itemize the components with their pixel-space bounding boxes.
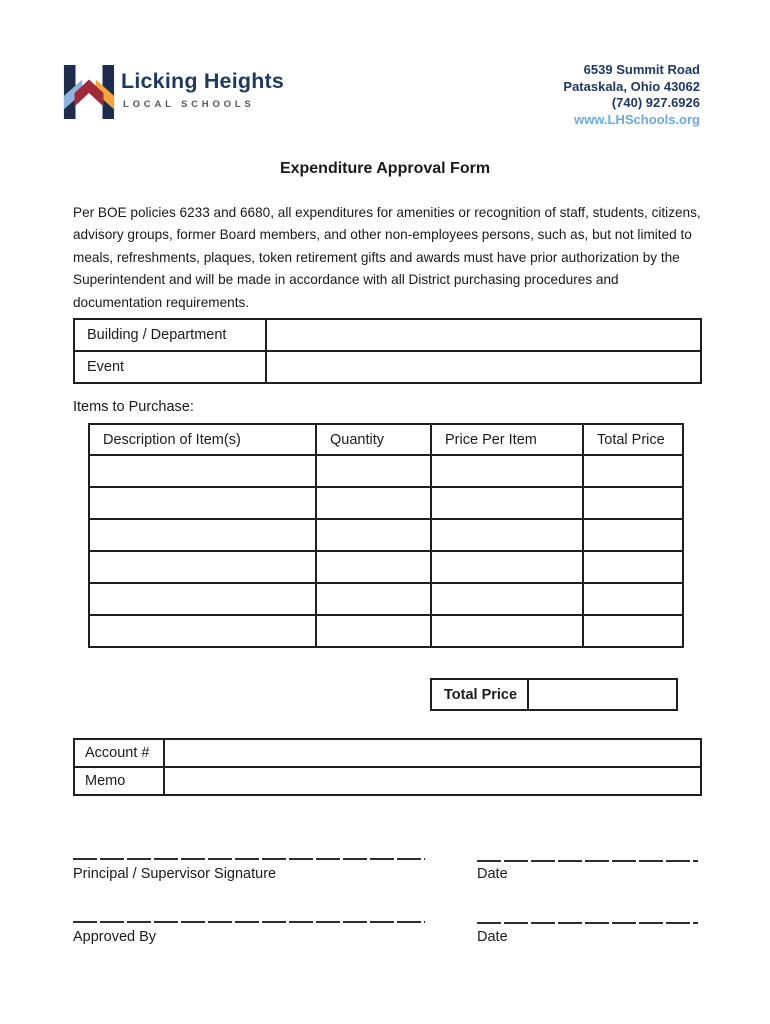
org-subtitle: LOCAL SCHOOLS	[123, 99, 255, 110]
header-price-per-item: Price Per Item	[431, 424, 583, 455]
item-price-per-item-field[interactable]	[431, 487, 583, 519]
total-price-label: Total Price	[431, 679, 528, 710]
items-empty-row	[89, 583, 683, 615]
items-to-purchase-label: Items to Purchase:	[73, 399, 194, 415]
item-price-per-item-field[interactable]	[431, 455, 583, 487]
item-quantity-field[interactable]	[316, 519, 431, 551]
org-name: Licking Heights	[121, 69, 285, 93]
header-total-price: Total Price	[583, 424, 683, 455]
principal-signature-label: Principal / Supervisor Signature	[73, 866, 277, 882]
table-row	[431, 679, 677, 710]
item-quantity-field[interactable]	[316, 551, 431, 583]
account-memo-table	[73, 738, 702, 796]
building-department-label: Building / Department	[74, 319, 266, 351]
address-line2: Pataskala, Ohio 43062	[563, 78, 700, 94]
item-price-per-item-field[interactable]	[431, 583, 583, 615]
table-row	[74, 739, 701, 767]
account-number-label: Account #	[74, 739, 164, 767]
item-description-field[interactable]	[89, 615, 316, 647]
table-row	[74, 351, 701, 383]
header-quantity: Quantity	[316, 424, 431, 455]
items-empty-row	[89, 487, 683, 519]
item-total-price-field[interactable]	[583, 583, 683, 615]
items-empty-row	[89, 455, 683, 487]
item-description-field[interactable]	[89, 519, 316, 551]
item-quantity-field[interactable]	[316, 615, 431, 647]
item-total-price-field[interactable]	[583, 487, 683, 519]
page-title: Expenditure Approval Form	[279, 160, 491, 177]
approved-by-date-line[interactable]	[477, 922, 698, 924]
total-price-box	[430, 678, 678, 711]
items-empty-row	[89, 615, 683, 647]
item-description-field[interactable]	[89, 551, 316, 583]
item-price-per-item-field[interactable]	[431, 519, 583, 551]
phone-number: (740) 927.6926	[611, 95, 700, 110]
principal-date-line[interactable]	[477, 860, 698, 862]
principal-date-label: Date	[477, 866, 508, 882]
items-header-row	[89, 424, 683, 455]
licking-heights-logo-icon	[62, 63, 116, 121]
website-link[interactable]: www.LHSchools.org	[574, 111, 700, 127]
item-total-price-field[interactable]	[583, 519, 683, 551]
approved-by-line[interactable]	[73, 921, 425, 923]
items-empty-row	[89, 519, 683, 551]
item-quantity-field[interactable]	[316, 487, 431, 519]
table-row	[74, 319, 701, 351]
item-total-price-field[interactable]	[583, 615, 683, 647]
total-price-field[interactable]	[528, 679, 677, 710]
header-description: Description of Item(s)	[89, 424, 316, 455]
memo-label: Memo	[74, 767, 164, 795]
building-event-table	[73, 318, 702, 384]
building-department-field[interactable]	[266, 319, 701, 351]
item-total-price-field[interactable]	[583, 455, 683, 487]
table-row	[74, 767, 701, 795]
event-field[interactable]	[266, 351, 701, 383]
approved-by-label: Approved By	[73, 929, 157, 945]
event-label: Event	[74, 351, 266, 383]
items-table-body	[89, 455, 683, 647]
memo-field[interactable]	[164, 767, 701, 795]
item-description-field[interactable]	[89, 583, 316, 615]
approved-by-date-label: Date	[477, 929, 508, 945]
items-table	[88, 423, 684, 648]
item-price-per-item-field[interactable]	[431, 551, 583, 583]
item-quantity-field[interactable]	[316, 583, 431, 615]
item-total-price-field[interactable]	[583, 551, 683, 583]
contact-block	[420, 62, 700, 128]
item-description-field[interactable]	[89, 455, 316, 487]
item-description-field[interactable]	[89, 487, 316, 519]
principal-signature-line[interactable]	[73, 858, 425, 860]
items-empty-row	[89, 551, 683, 583]
item-price-per-item-field[interactable]	[431, 615, 583, 647]
account-number-field[interactable]	[164, 739, 701, 767]
address-line1: 6539 Summit Road	[583, 62, 700, 77]
intro-paragraph: Per BOE policies 6233 and 6680, all expenditures for amenities or recognition of staff, students, citizens, advisory groups, former Board members, and other non-employees persons, such as, but not limited to meals, refreshments, plaques, token retirement gifts and awards must have prior authorization by the Superintendent and will be made in accordance with all District purchasing procedures and documentation requirements.	[73, 205, 701, 310]
item-quantity-field[interactable]	[316, 455, 431, 487]
